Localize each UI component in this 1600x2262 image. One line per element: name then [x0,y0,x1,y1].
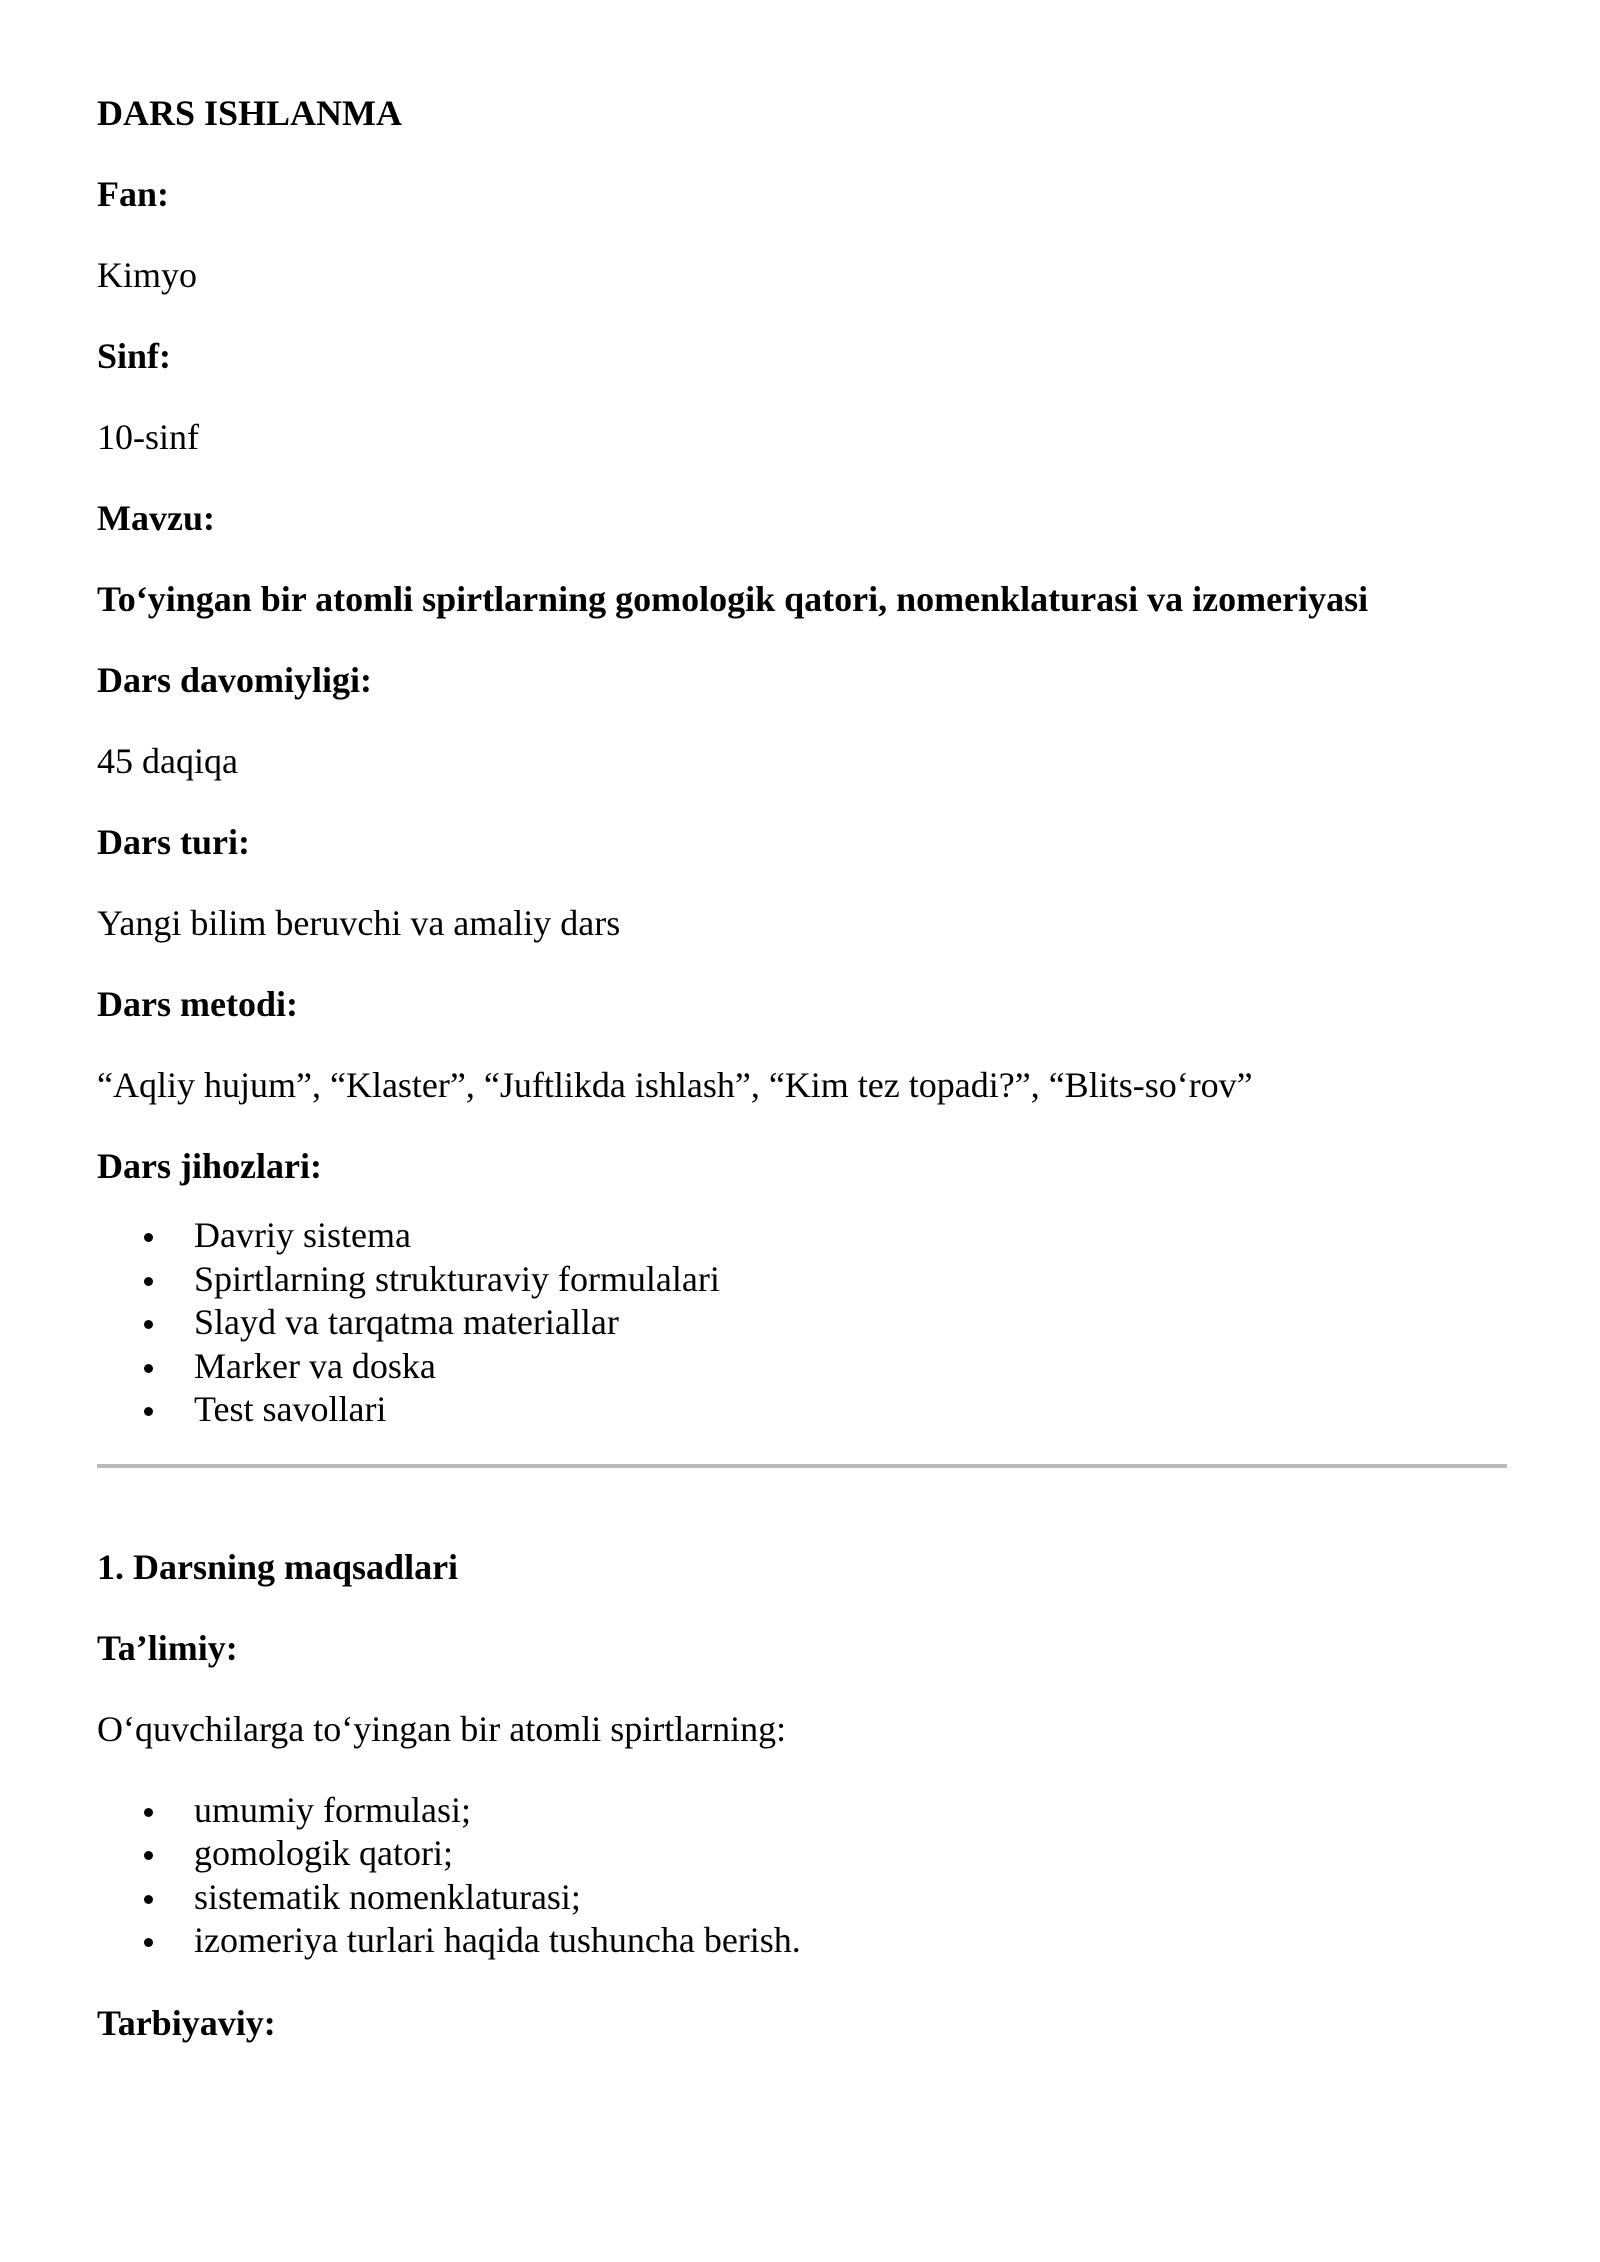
fan-value: Kimyo [97,255,198,295]
duration-label: Dars davomiyligi: [97,660,372,700]
list-item: Test savollari [97,1388,1507,1432]
bullet-icon [144,1364,153,1373]
bullet-icon [144,1938,153,1947]
bullet-icon [144,1407,153,1416]
equipment-list [97,1214,1507,1432]
list-item: Marker va doska [97,1345,1507,1389]
bullet-icon [144,1851,153,1860]
mavzu-label: Mavzu: [97,498,215,538]
upbringing-label: Tarbiyaviy: [97,2002,276,2043]
bullet-icon [144,1233,153,1242]
equipment-label: Dars jihozlari: [97,1146,322,1186]
educational-label: Ta’limiy: [97,1627,238,1668]
list-item: gomologik qatori; [97,1832,1507,1876]
bullet-icon [144,1320,153,1329]
lesson-type-value: Yangi bilim beruvchi va amaliy dars [97,903,621,943]
list-item: izomeriya turlari haqida tushuncha berish. [97,1919,1507,1963]
lesson-method-value: “Aqliy hujum”, “Klaster”, “Juftlikda ishlash”, “Kim tez topadi?”, “Blits-so‘rov” [97,1065,1253,1105]
list-item: Spirtlarning strukturaviy formulalari [97,1258,1507,1302]
list-item: Davriy sistema [97,1214,1507,1258]
fan-label: Fan: [97,174,169,214]
bullet-icon [144,1808,153,1817]
section-heading-goals: 1. Darsning maqsadlari [97,1546,459,1587]
educational-goals-list [97,1789,1507,1963]
document-title: DARS ISHLANMA [97,93,403,133]
section-divider [97,1464,1507,1468]
lesson-type-label: Dars turi: [97,822,250,862]
list-item: Slayd va tarqatma materiallar [97,1301,1507,1345]
duration-value: 45 daqiqa [97,741,238,781]
document-body [97,92,1507,2044]
list-item: umumiy formulasi; [97,1789,1507,1833]
bullet-icon [144,1277,153,1286]
lesson-method-label: Dars metodi: [97,984,298,1024]
list-item: sistematik nomenklaturasi; [97,1876,1507,1920]
bullet-icon [144,1895,153,1904]
sinf-label: Sinf: [97,336,172,376]
mavzu-value: To‘yingan bir atomli spirtlarning gomologik qatori, nomenklaturasi va izomeriyasi [97,579,1369,619]
sinf-value: 10-sinf [97,417,199,457]
educational-intro: O‘quvchilarga to‘yingan bir atomli spirtlarning: [97,1708,787,1749]
